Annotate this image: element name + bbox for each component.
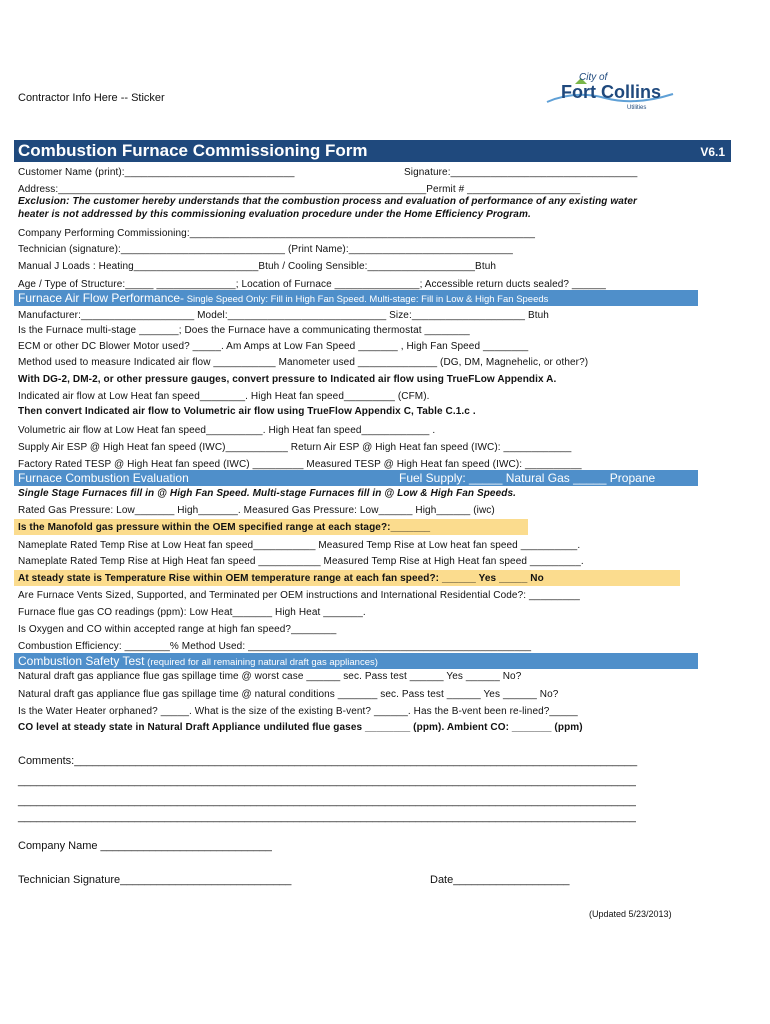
signature-field[interactable]: Signature:_________________________________ bbox=[404, 167, 638, 178]
airflow-section-title: Furnace Air Flow Performance- bbox=[18, 291, 185, 305]
convert-volumetric-instruction: Then convert Indicated air flow to Volumetric air flow using TrueFlow Appendix C, Table C.1.c . bbox=[18, 406, 476, 417]
comments-field[interactable]: Comments:____________________________________________________________________________________________ bbox=[18, 755, 638, 767]
manual-j-field[interactable]: Manual J Loads : Heating______________________Btuh / Cooling Sensible:___________________Btuh bbox=[18, 261, 497, 272]
flue-co-field[interactable]: Furnace flue gas CO readings (ppm): Low Heat_______ High Heat _______. bbox=[18, 607, 366, 618]
form-version: V6.1 bbox=[700, 145, 725, 159]
combustion-section-title: Furnace Combustion Evaluation bbox=[18, 471, 189, 485]
indicated-airflow-field[interactable]: Indicated air flow at Low Heat fan speed________. High Heat fan speed_________ (CFM). bbox=[18, 391, 430, 402]
nameplate-low-field[interactable]: Nameplate Rated Temp Rise at Low Heat fan speed___________ Measured Temp Rise at Low heat fan speed __________. bbox=[18, 540, 581, 551]
nameplate-high-field[interactable]: Nameplate Rated Temp Rise at High Heat fan speed ___________ Measured Temp Rise at High Heat fan speed _________. bbox=[18, 556, 584, 567]
logo-sub: Utilities bbox=[627, 105, 647, 111]
ecm-field[interactable]: ECM or other DC Blower Motor used? _____. Am Amps at Low Fan Speed _______ , High Fan Speed ________ bbox=[18, 341, 529, 352]
volumetric-airflow-field[interactable]: Volumetric air flow at Low Heat fan speed__________. High Heat fan speed____________ . bbox=[18, 425, 436, 436]
safety-section-sub: (required for all remaining natural draft gas appliances) bbox=[144, 657, 378, 668]
date-field[interactable]: Date___________________ bbox=[430, 874, 570, 886]
dg2-instruction: With DG-2, DM-2, or other pressure gauges, convert pressure to Indicated air flow using TrueFLow Appendix A. bbox=[18, 374, 557, 385]
logo-name: Fort Collins bbox=[561, 82, 661, 102]
updated-date: (Updated 5/23/2013) bbox=[589, 909, 672, 919]
airflow-section-sub: Single Speed Only: Fill in High Fan Speed. Multi-stage: Fill in Low & High Fan Speeds bbox=[184, 294, 549, 305]
method-airflow-field[interactable]: Method used to measure Indicated air flow ___________ Manometer used ______________ (DG, DM, Magnehelic, or other?) bbox=[18, 357, 589, 368]
airflow-section-bar bbox=[14, 290, 698, 306]
supply-esp-field[interactable]: Supply Air ESP @ High Heat fan speed (IWC)___________ Return Air ESP @ High Heat fan speed (IWC): ____________ bbox=[18, 442, 572, 453]
comments-line-2[interactable]: _____________________________________________________________________________________________________ bbox=[18, 775, 636, 787]
vents-field[interactable]: Are Furnace Vents Sized, Supported, and Terminated per OEM instructions and International Residential Code?: _________ bbox=[18, 590, 580, 601]
age-type-field[interactable]: Age / Type of Structure:_____ ______________; Location of Furnace _______________; Accessible return ducts sealed? ______ bbox=[18, 279, 606, 290]
customer-name-field[interactable]: Customer Name (print):______________________________ bbox=[18, 167, 295, 178]
spillage-natural-field[interactable]: Natural draft gas appliance flue gas spillage time @ natural conditions _______ sec. Pass test ______ Yes ______ No? bbox=[18, 689, 559, 700]
company-name-field[interactable]: Company Name ____________________________ bbox=[18, 840, 272, 852]
technician-signature-line[interactable]: Technician Signature____________________________ bbox=[18, 874, 292, 886]
spillage-worst-field[interactable]: Natural draft gas appliance flue gas spillage time @ worst case ______ sec. Pass test ______ Yes ______ No? bbox=[18, 671, 522, 682]
manufacturer-field[interactable]: Manufacturer:____________________ Model:____________________________ Size:____________________ Btuh bbox=[18, 310, 549, 321]
multistage-field[interactable]: Is the Furnace multi-stage _______; Does the Furnace have a communicating thermostat ________ bbox=[18, 325, 470, 336]
company-performing-field[interactable]: Company Performing Commissioning:_____________________________________________________________ bbox=[18, 228, 536, 239]
sticker-placeholder: Contractor Info Here -- Sticker bbox=[18, 92, 165, 104]
manifold-question[interactable]: Is the Manofold gas pressure within the OEM specified range at each stage?:_______ bbox=[18, 522, 431, 533]
safety-section-bar bbox=[14, 653, 698, 669]
factory-tesp-field[interactable]: Factory Rated TESP @ High Heat fan speed (IWC) _________ Measured TESP @ High Heat fan speed (IWC): __________ bbox=[18, 459, 582, 470]
single-stage-note: Single Stage Furnaces fill in @ High Fan Speed. Multi-stage Furnaces fill in @ Low & High Fan Speeds. bbox=[18, 488, 516, 499]
fort-collins-logo bbox=[545, 72, 680, 116]
steady-state-question[interactable]: At steady state is Temperature Rise within OEM temperature range at each fan speed?: ______ Yes _____ No bbox=[18, 573, 544, 584]
technician-signature-field[interactable]: Technician (signature):_____________________________ (Print Name):_____________________________ bbox=[18, 244, 513, 255]
exclusion-text-2: heater is not addressed by this commissioning evaluation procedure under the Home Efficiency Program. bbox=[18, 209, 531, 220]
gas-pressure-field[interactable]: Rated Gas Pressure: Low_______ High_______. Measured Gas Pressure: Low______ High______ (iwc) bbox=[18, 505, 495, 516]
comments-line-3[interactable]: _____________________________________________________________________________________________________ bbox=[18, 795, 636, 807]
oxygen-co-field[interactable]: Is Oxygen and CO within accepted range at high fan speed?________ bbox=[18, 624, 337, 635]
logo-city-of: City of bbox=[579, 72, 608, 83]
form-title-bar bbox=[14, 140, 731, 162]
co-level-field[interactable]: CO level at steady state in Natural Draft Appliance undiluted flue gases ________ (ppm). Ambient CO: _______ (ppm) bbox=[18, 722, 583, 733]
fuel-supply-field[interactable]: Fuel Supply: _____ Natural Gas _____ Propane bbox=[399, 471, 656, 485]
water-heater-field[interactable]: Is the Water Heater orphaned? _____. What is the size of the existing B-vent? ______. Has the B-vent been re-lined?_____ bbox=[18, 706, 578, 717]
combustion-section-bar bbox=[14, 470, 698, 486]
exclusion-text-1: Exclusion: The customer hereby understands that the combustion process and evaluation of performance of any existing water bbox=[18, 196, 637, 207]
address-field[interactable]: Address:_________________________________________________________________Permit # ____________________ bbox=[18, 184, 581, 195]
comments-line-4[interactable]: _____________________________________________________________________________________________________ bbox=[18, 811, 636, 823]
form-title: Combustion Furnace Commissioning Form bbox=[18, 141, 368, 160]
safety-section-title: Combustion Safety Test bbox=[18, 654, 145, 668]
efficiency-field[interactable]: Combustion Efficiency: ________% Method Used: __________________________________________________ bbox=[18, 641, 532, 652]
